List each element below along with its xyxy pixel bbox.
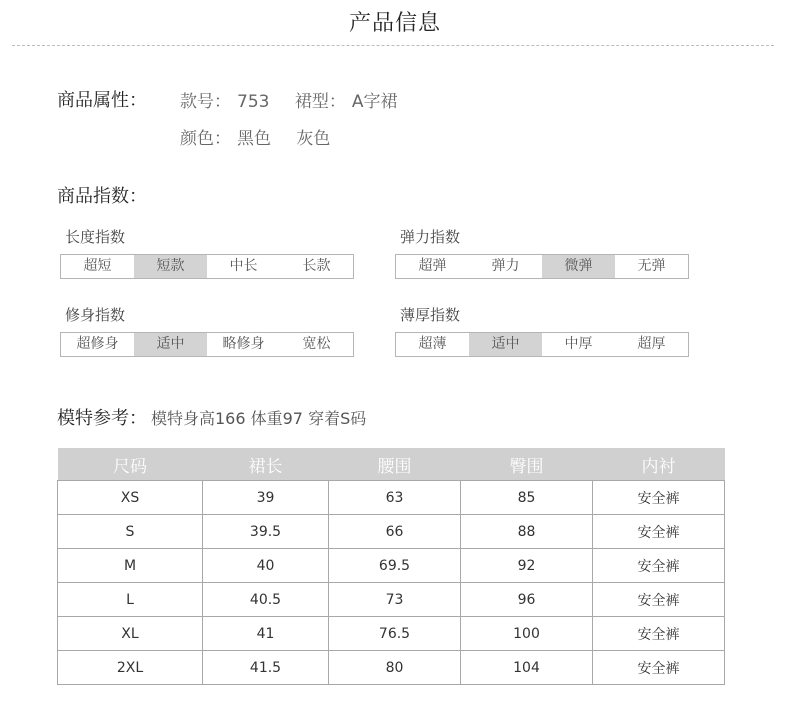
table-cell: 73	[329, 583, 461, 617]
table-cell: S	[58, 515, 203, 549]
skirt-type-value: A字裙	[351, 92, 398, 112]
size-table-header-cell: 内衬	[593, 448, 725, 481]
table-row	[58, 617, 725, 651]
table-row	[58, 549, 725, 583]
table-cell: 63	[329, 481, 461, 515]
elasticity-index-name: 弹力指数	[400, 228, 461, 246]
table-cell: 104	[461, 651, 593, 685]
table-cell: 88	[461, 515, 593, 549]
elasticity-option: 弹力	[491, 258, 520, 274]
index-label: 商品指数：	[57, 186, 147, 207]
length-index-scale	[60, 254, 354, 279]
length-index	[60, 226, 354, 279]
size-table-header-cell: 尺码	[58, 448, 203, 481]
size-table-header-cell: 臀围	[461, 448, 593, 481]
elasticity-option: 无弹	[637, 258, 666, 274]
elasticity-option: 超弹	[418, 258, 447, 274]
length-option: 中长	[229, 258, 258, 274]
elasticity-option-selected: 微弹	[542, 255, 615, 278]
table-cell: XS	[58, 481, 203, 515]
table-cell: 41.5	[203, 651, 329, 685]
attributes-label: 商品属性：	[57, 90, 147, 111]
thickness-index-scale	[395, 332, 689, 357]
table-row	[58, 651, 725, 685]
length-option: 超短	[83, 258, 112, 274]
color-key: 颜色：	[180, 129, 231, 149]
color-value-1: 黑色	[237, 129, 271, 149]
table-row	[58, 515, 725, 549]
size-table	[57, 448, 725, 685]
style-no-key: 款号：	[180, 92, 231, 112]
table-cell: 76.5	[329, 617, 461, 651]
table-cell: 39	[203, 481, 329, 515]
page-title: 产品信息	[348, 11, 441, 36]
table-cell: 41	[203, 617, 329, 651]
table-cell: 92	[461, 549, 593, 583]
table-cell: 69.5	[329, 549, 461, 583]
thickness-option: 超厚	[637, 336, 666, 352]
size-table-header-cell: 腰围	[329, 448, 461, 481]
fit-option: 超修身	[76, 336, 119, 352]
table-cell: 安全裤	[593, 515, 725, 549]
style-no-value: 753	[237, 92, 270, 112]
table-cell: 40	[203, 549, 329, 583]
table-cell: 66	[329, 515, 461, 549]
table-cell: 39.5	[203, 515, 329, 549]
fit-option: 宽松	[302, 336, 331, 352]
thickness-option-selected: 适中	[469, 333, 542, 356]
table-cell: 安全裤	[593, 651, 725, 685]
length-option-selected: 短款	[134, 255, 207, 278]
fit-index	[60, 304, 354, 357]
table-cell: 85	[461, 481, 593, 515]
thickness-option: 中厚	[564, 336, 593, 352]
table-cell: L	[58, 583, 203, 617]
color-value-2: 灰色	[296, 129, 331, 149]
table-cell: M	[58, 549, 203, 583]
length-option: 长款	[302, 258, 331, 274]
thickness-option: 超薄	[418, 336, 447, 352]
fit-option-selected: 适中	[134, 333, 207, 356]
fit-option: 略修身	[222, 336, 265, 352]
table-cell: 安全裤	[593, 549, 725, 583]
table-cell: XL	[58, 617, 203, 651]
fit-index-name: 修身指数	[65, 306, 126, 324]
fit-index-scale	[60, 332, 354, 357]
elasticity-index-scale	[395, 254, 689, 279]
table-cell: 安全裤	[593, 617, 725, 651]
size-table-header	[58, 448, 725, 481]
table-cell: 100	[461, 617, 593, 651]
model-reference-value: 模特身高166 体重97 穿着S码	[151, 409, 367, 428]
table-cell: 安全裤	[593, 583, 725, 617]
size-table-header-cell: 裙长	[203, 448, 329, 481]
thickness-index-name: 薄厚指数	[400, 306, 461, 324]
model-reference-label: 模特参考：	[57, 408, 147, 429]
length-index-name: 长度指数	[65, 228, 126, 246]
attributes-line-2	[180, 124, 336, 149]
table-cell: 安全裤	[593, 481, 725, 515]
table-cell: 40.5	[203, 583, 329, 617]
table-cell: 80	[329, 651, 461, 685]
skirt-type-key: 裙型：	[294, 92, 346, 112]
size-table-body	[58, 481, 725, 685]
table-cell: 2XL	[58, 651, 203, 685]
thickness-index	[395, 304, 689, 357]
table-cell: 96	[461, 583, 593, 617]
table-row	[58, 583, 725, 617]
model-reference	[57, 404, 366, 430]
elasticity-index	[395, 226, 689, 279]
attributes-line-1	[180, 87, 404, 112]
table-row	[58, 481, 725, 515]
title-divider	[12, 45, 774, 46]
